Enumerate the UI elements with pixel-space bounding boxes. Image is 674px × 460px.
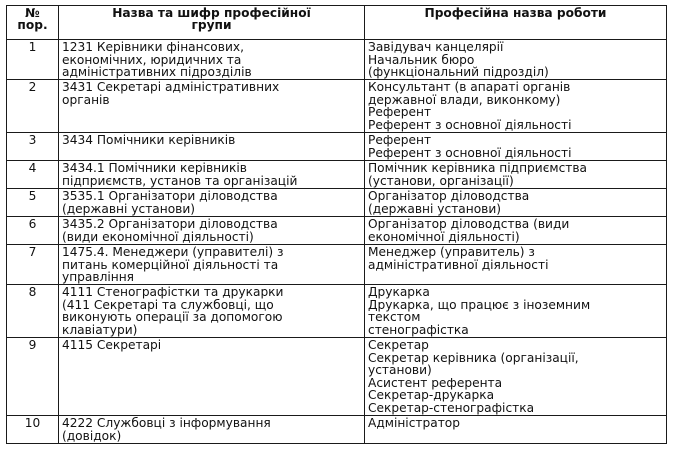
row-group: 1475.4. Менеджери (управителі) з питань комерційної діяльності та управління bbox=[59, 245, 365, 285]
header-num: № пор. bbox=[7, 6, 59, 40]
row-job: Секретар Секретар керівника (організації, установи) Асистент референта Секретар-друкарка Секретар-стенографістка bbox=[365, 338, 667, 416]
row-group: 3535.1 Організатори діловодства (державні установи) bbox=[59, 189, 365, 217]
row-group: 3431 Секретарі адміністративних органів bbox=[59, 80, 365, 133]
row-num: 1 bbox=[7, 40, 59, 80]
table-header-row bbox=[7, 6, 667, 40]
row-num: 5 bbox=[7, 189, 59, 217]
table-row bbox=[7, 80, 667, 133]
row-group: 4111 Стенографістки та друкарки (411 Секретарі та службовці, що виконують операції за допомогою клавіатури) bbox=[59, 285, 365, 338]
table-row bbox=[7, 40, 667, 80]
header-job: Професійна назва роботи bbox=[365, 6, 667, 40]
table-row bbox=[7, 189, 667, 217]
row-num: 8 bbox=[7, 285, 59, 338]
row-job: Друкарка Друкарка, що працює з іноземним текстом стенографістка bbox=[365, 285, 667, 338]
row-group: 4222 Службовці з інформування (довідок) bbox=[59, 416, 365, 444]
row-num: 6 bbox=[7, 217, 59, 245]
row-group: 1231 Керівники фінансових, економічних, юридичних та адміністративних підрозділів bbox=[59, 40, 365, 80]
row-job: Адміністратор bbox=[365, 416, 667, 444]
row-job: Референт Референт з основної діяльності bbox=[365, 133, 667, 161]
row-num: 9 bbox=[7, 338, 59, 416]
row-num: 3 bbox=[7, 133, 59, 161]
row-num: 7 bbox=[7, 245, 59, 285]
table-row bbox=[7, 133, 667, 161]
table-row bbox=[7, 161, 667, 189]
row-group: 3435.2 Організатори діловодства (види економічної діяльності) bbox=[59, 217, 365, 245]
row-group: 4115 Секретарі bbox=[59, 338, 365, 416]
row-job: Помічник керівника підприємства (установи, організації) bbox=[365, 161, 667, 189]
row-job: Менеджер (управитель) з адміністративної діяльності bbox=[365, 245, 667, 285]
row-group: 3434.1 Помічники керівників підприємств, установ та організацій bbox=[59, 161, 365, 189]
row-num: 10 bbox=[7, 416, 59, 444]
row-job: Завідувач канцелярії Начальник бюро (функціональний підрозділ) bbox=[365, 40, 667, 80]
row-group: 3434 Помічники керівників bbox=[59, 133, 365, 161]
profession-table bbox=[6, 5, 667, 444]
header-group: Назва та шифр професійної групи bbox=[59, 6, 365, 40]
table-row bbox=[7, 245, 667, 285]
table-row bbox=[7, 285, 667, 338]
row-job: Організатор діловодства (види економічної діяльності) bbox=[365, 217, 667, 245]
row-num: 4 bbox=[7, 161, 59, 189]
table-row bbox=[7, 338, 667, 416]
row-job: Організатор діловодства (державні установи) bbox=[365, 189, 667, 217]
row-num: 2 bbox=[7, 80, 59, 133]
table-row bbox=[7, 217, 667, 245]
row-job: Консультант (в апараті органів державної влади, виконкому) Референт Референт з основної діяльності bbox=[365, 80, 667, 133]
table-row bbox=[7, 416, 667, 444]
